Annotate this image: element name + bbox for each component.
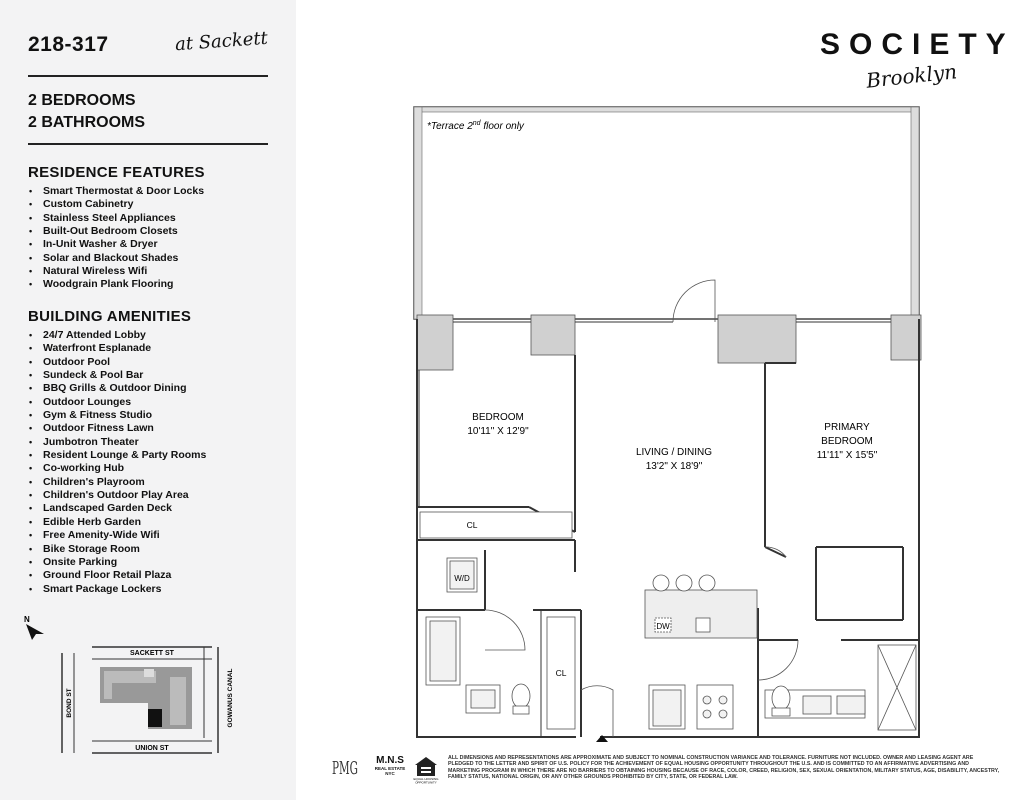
living-dining-dimensions: 13'2" X 18'9"	[645, 461, 703, 472]
legal-disclaimer: ALL DIMENSIONS AND REPRESENTATIONS ARE APPROXIMATE AND SUBJECT TO NOMINAL CONSTRUCTION VARIANCE AND TOLERANCE. FURNITURE NOT INCLUDED. OWNER AND LEASING AGENT ARE PLEDGED TO THE LETTER AND SPIRIT OF U.S. POLICY FOR THE ACHIEVEMENT OF EQUAL HOUSING OPPORTUNITY THROUGHOUT THE U.S. AND IS COMMITTED TO AN AFFIRMATIVE ADVERTISING AND MARKETING PROGRAM IN WHICH THERE ARE NO BARRIERS TO OBTAINING HOUSING BECAUSE OF RACE, COLOR, CREED, RELIGION, SEX, SEXUAL ORIENTATION, MILITARY STATUS, AGE, DISABILITY, ANCESTRY, FAMILY STATUS, NATIONAL ORIGIN, OR ANY OTHER GROUNDS PROHIBITED BY CITY, STATE, OR FEDERAL LAW.	[448, 755, 1000, 781]
feature-item: • Onsite Parking	[29, 556, 206, 569]
terrace	[414, 107, 919, 319]
feature-item: • Stainless Steel Appliances	[29, 212, 204, 225]
washer-dryer-label: W/D	[454, 574, 470, 583]
north-label: N	[24, 615, 30, 624]
feature-item: • Outdoor Fitness Lawn	[29, 422, 206, 435]
feature-item: • Built-Out Bedroom Closets	[29, 225, 204, 238]
dishwasher-label: DW	[656, 622, 670, 631]
bedroom-count: 2 BEDROOMS	[28, 92, 136, 109]
feature-item: • Outdoor Lounges	[29, 396, 206, 409]
bedroom-label: BEDROOM	[472, 412, 524, 423]
svg-text:PMG: PMG	[332, 758, 358, 779]
feature-item: • Free Amenity-Wide Wifi	[29, 529, 206, 542]
brand-subtitle: Brooklyn	[864, 59, 959, 93]
feature-item: • Children's Playroom	[29, 476, 206, 489]
divider	[28, 143, 268, 145]
unit-number: 218-317	[28, 33, 109, 56]
building-tagline: at Sackett	[174, 27, 269, 56]
feature-item: • Children's Outdoor Play Area	[29, 489, 206, 502]
feature-item: • BBQ Grills & Outdoor Dining	[29, 382, 206, 395]
north-arrow-icon	[18, 612, 58, 642]
divider	[28, 75, 268, 77]
feature-item: • Landscaped Garden Deck	[29, 502, 206, 515]
brand-logo: SOCIETY	[820, 28, 1015, 61]
feature-item: • Woodgrain Plank Flooring	[29, 278, 204, 291]
floor-plan	[403, 100, 933, 745]
feature-item: • Co-working Hub	[29, 462, 206, 475]
columns	[417, 315, 921, 370]
residence-features-list	[29, 185, 204, 292]
street-bond: BOND ST	[66, 688, 73, 718]
primary-bedroom-dimensions: 11'11" X 15'5"	[816, 450, 878, 461]
bedroom-dimensions: 10'11" X 12'9"	[467, 426, 529, 437]
feature-item: • Custom Cabinetry	[29, 198, 204, 211]
feature-item: • Solar and Blackout Shades	[29, 252, 204, 265]
unit-summary	[28, 90, 145, 134]
feature-item: • Resident Lounge & Party Rooms	[29, 449, 206, 462]
feature-item: • Sundeck & Pool Bar	[29, 369, 206, 382]
feature-item: • Jumbotron Theater	[29, 436, 206, 449]
feature-item: • 24/7 Attended Lobby	[29, 329, 206, 342]
residence-features-title: RESIDENCE FEATURES	[28, 164, 205, 181]
equal-housing-icon	[414, 756, 438, 784]
gowanus-canal-label: GOWANUS CANAL	[227, 668, 234, 728]
closet-label-2: CL	[555, 668, 567, 678]
svg-text:EQUAL HOUSING: EQUAL HOUSING	[413, 777, 439, 781]
feature-item: • Smart Thermostat & Door Locks	[29, 185, 204, 198]
bathroom-count: 2 BATHROOMS	[28, 114, 146, 131]
feature-item: • In-Unit Washer & Dryer	[29, 238, 204, 251]
mns-logo: M.N.S REAL ESTATE NYC	[374, 755, 406, 776]
location-keymap	[52, 643, 242, 763]
feature-item: • Gym & Fitness Studio	[29, 409, 206, 422]
living-dining-label: LIVING / DINING	[635, 447, 713, 458]
svg-text:OPPORTUNITY: OPPORTUNITY	[415, 780, 437, 785]
street-union: UNION ST	[135, 745, 169, 752]
feature-item: • Natural Wireless Wifi	[29, 265, 204, 278]
pmg-logo	[330, 752, 360, 784]
street-sackett: SACKETT ST	[130, 650, 174, 657]
primary-bedroom-label: PRIMARY	[824, 422, 870, 433]
building-amenities-list	[29, 329, 206, 596]
feature-item: • Waterfront Esplanade	[29, 342, 206, 355]
closet-label: CL	[466, 520, 478, 530]
feature-item: • Smart Package Lockers	[29, 583, 206, 596]
feature-item: • Outdoor Pool	[29, 356, 206, 369]
building-amenities-title: BUILDING AMENITIES	[28, 308, 192, 325]
primary-bedroom-label-2: BEDROOM	[821, 436, 873, 447]
terrace-note: *Terrace 2nd floor only	[427, 120, 524, 132]
feature-item: • Edible Herb Garden	[29, 516, 206, 529]
sidebar	[0, 0, 296, 800]
feature-item: • Bike Storage Room	[29, 543, 206, 556]
feature-item: • Ground Floor Retail Plaza	[29, 569, 206, 582]
